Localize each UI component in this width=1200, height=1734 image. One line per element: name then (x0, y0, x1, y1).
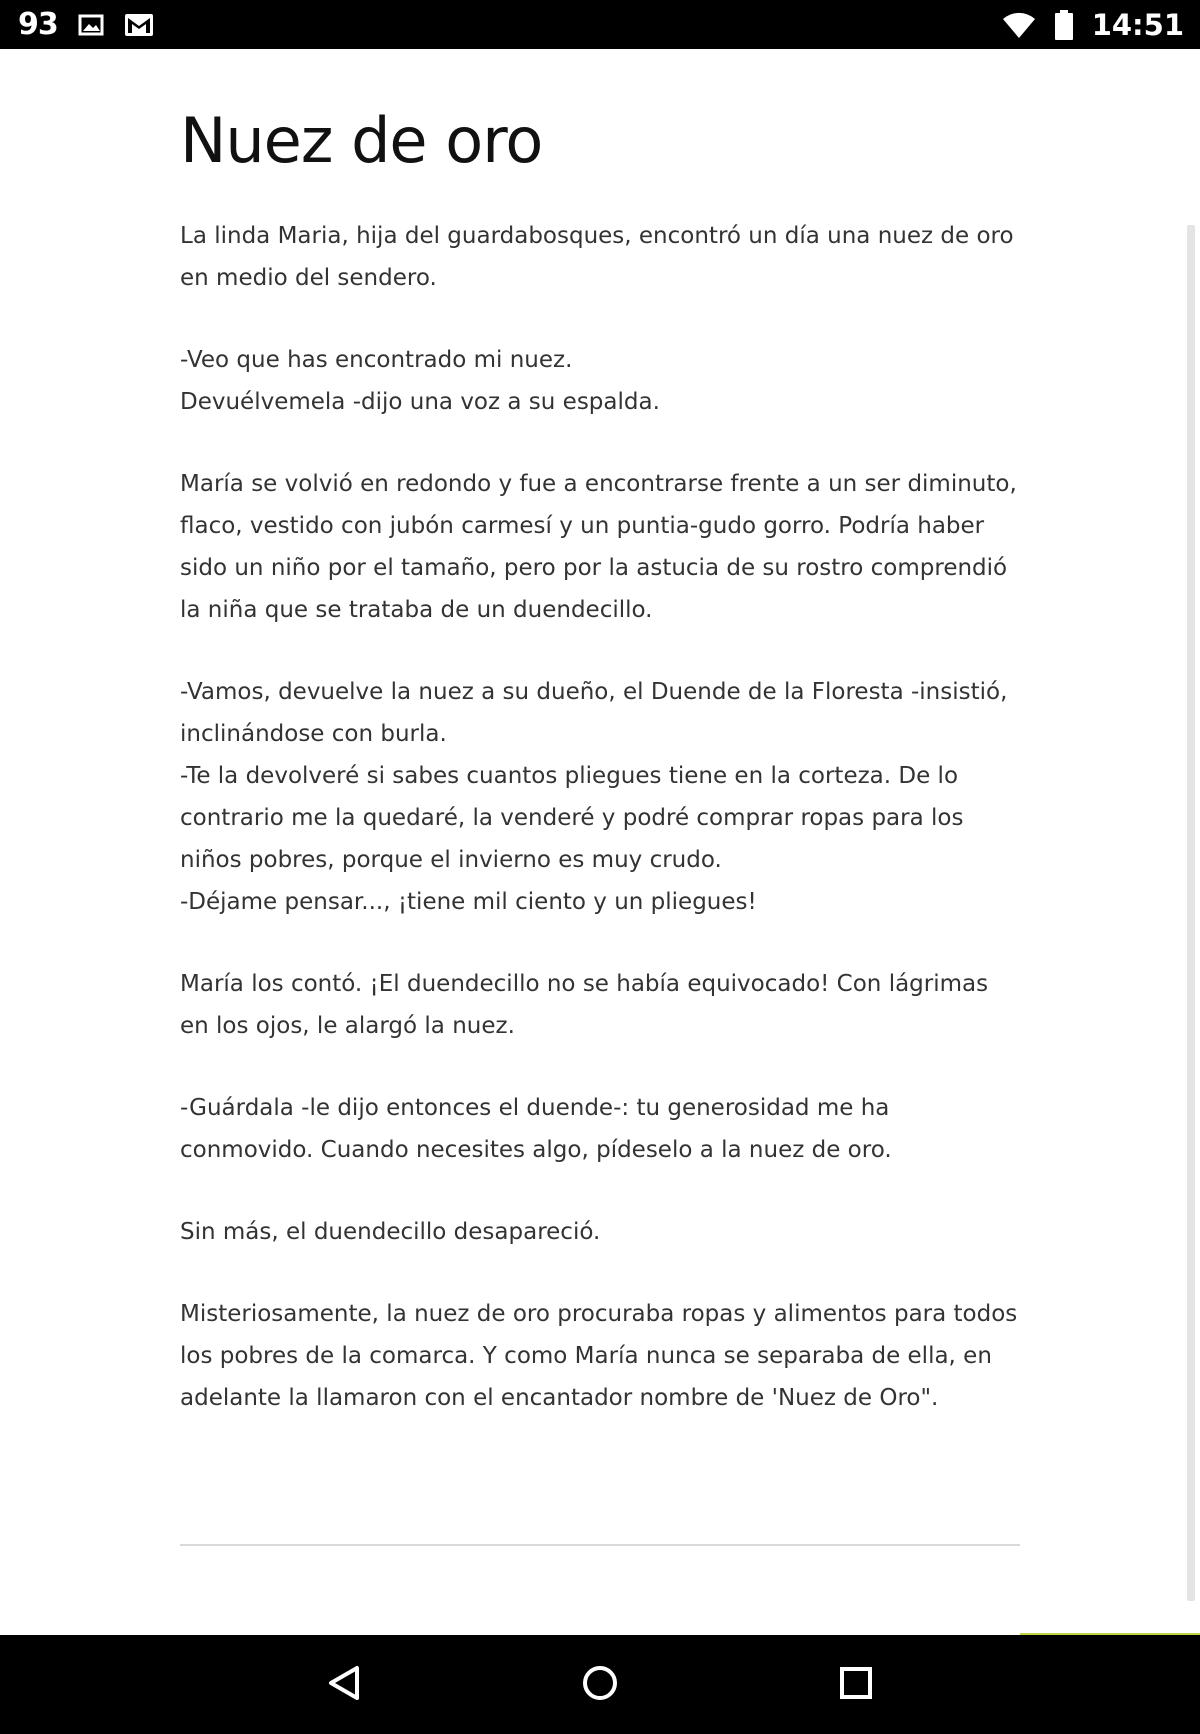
paragraph-7 (180, 1211, 1020, 1253)
paragraph-line: -Déjame pensar..., ¡tiene mil ciento y un pliegues! (180, 889, 757, 915)
status-bar-right (1002, 0, 1184, 49)
paragraph-line: María los contó. ¡El duendecillo no se había equivocado! Con lágrimas en los ojos, le alargó la nuez. (180, 971, 989, 1039)
paragraph-1 (180, 215, 1020, 299)
status-bar-left (18, 0, 154, 49)
paragraph-line: -Te la devolveré si sabes cuantos pliegues tiene en la corteza. De lo contrario me la quedaré, la venderé y podré comprar ropas para los niños pobres, porque el invierno es muy crudo. (180, 763, 964, 873)
recents-icon (836, 1663, 876, 1707)
wifi-icon (1002, 11, 1036, 39)
paragraph-2 (180, 339, 1020, 423)
paragraph-6 (180, 1087, 1020, 1171)
home-button[interactable] (540, 1635, 660, 1734)
reader-content[interactable] (0, 49, 1200, 1635)
article-title: Nuez de oro (180, 104, 543, 177)
section-divider (180, 1544, 1020, 1546)
home-icon (580, 1663, 620, 1707)
paragraph-line: La linda Maria, hija del guardabosques, encontró un día una nuez de oro en medio del sendero. (180, 223, 1014, 291)
navigation-bar (0, 1635, 1200, 1734)
paragraph-line: -Veo que has encontrado mi nuez. (180, 347, 573, 373)
status-bar (0, 0, 1200, 49)
recents-button[interactable] (796, 1635, 916, 1734)
notification-count: 93 (18, 7, 58, 42)
paragraph-3 (180, 463, 1020, 631)
back-button[interactable] (285, 1635, 405, 1734)
image-icon (78, 14, 104, 36)
paragraph-line: María se volvió en redondo y fue a encontrarse frente a un ser diminuto, flaco, vestido con jubón carmesí y un puntia-gudo gorro. Podría haber sido un niño por el tamaño, pero por la astucia de su rostro comprendió la niña que se trataba de un duendecillo. (180, 471, 1017, 623)
gmail-icon (124, 13, 154, 37)
scrollbar[interactable] (1187, 225, 1195, 1601)
article (180, 101, 1020, 1459)
story-body (180, 215, 1020, 1419)
paragraph-line: Sin más, el duendecillo desapareció. (180, 1219, 601, 1245)
paragraph-4 (180, 671, 1020, 923)
paragraph-line: -Vamos, devuelve la nuez a su dueño, el Duende de la Floresta -insistió, inclinándose con burla. (180, 679, 1008, 747)
battery-icon (1054, 10, 1074, 40)
back-icon (325, 1663, 365, 1707)
paragraph-line: -Guárdala -le dijo entonces el duende-: tu generosidad me ha conmovido. Cuando necesites algo, pídeselo a la nuez de oro. (180, 1095, 892, 1163)
paragraph-5 (180, 963, 1020, 1047)
clock: 14:51 (1091, 7, 1184, 42)
paragraph-8 (180, 1293, 1020, 1419)
paragraph-line: Devuélvemela -dijo una voz a su espalda. (180, 389, 660, 415)
paragraph-line: Misteriosamente, la nuez de oro procuraba ropas y alimentos para todos los pobres de la comarca. Y como María nunca se separaba de ella, en adelante la llamaron con el encantador nombre de 'Nuez de Oro". (180, 1301, 1018, 1411)
